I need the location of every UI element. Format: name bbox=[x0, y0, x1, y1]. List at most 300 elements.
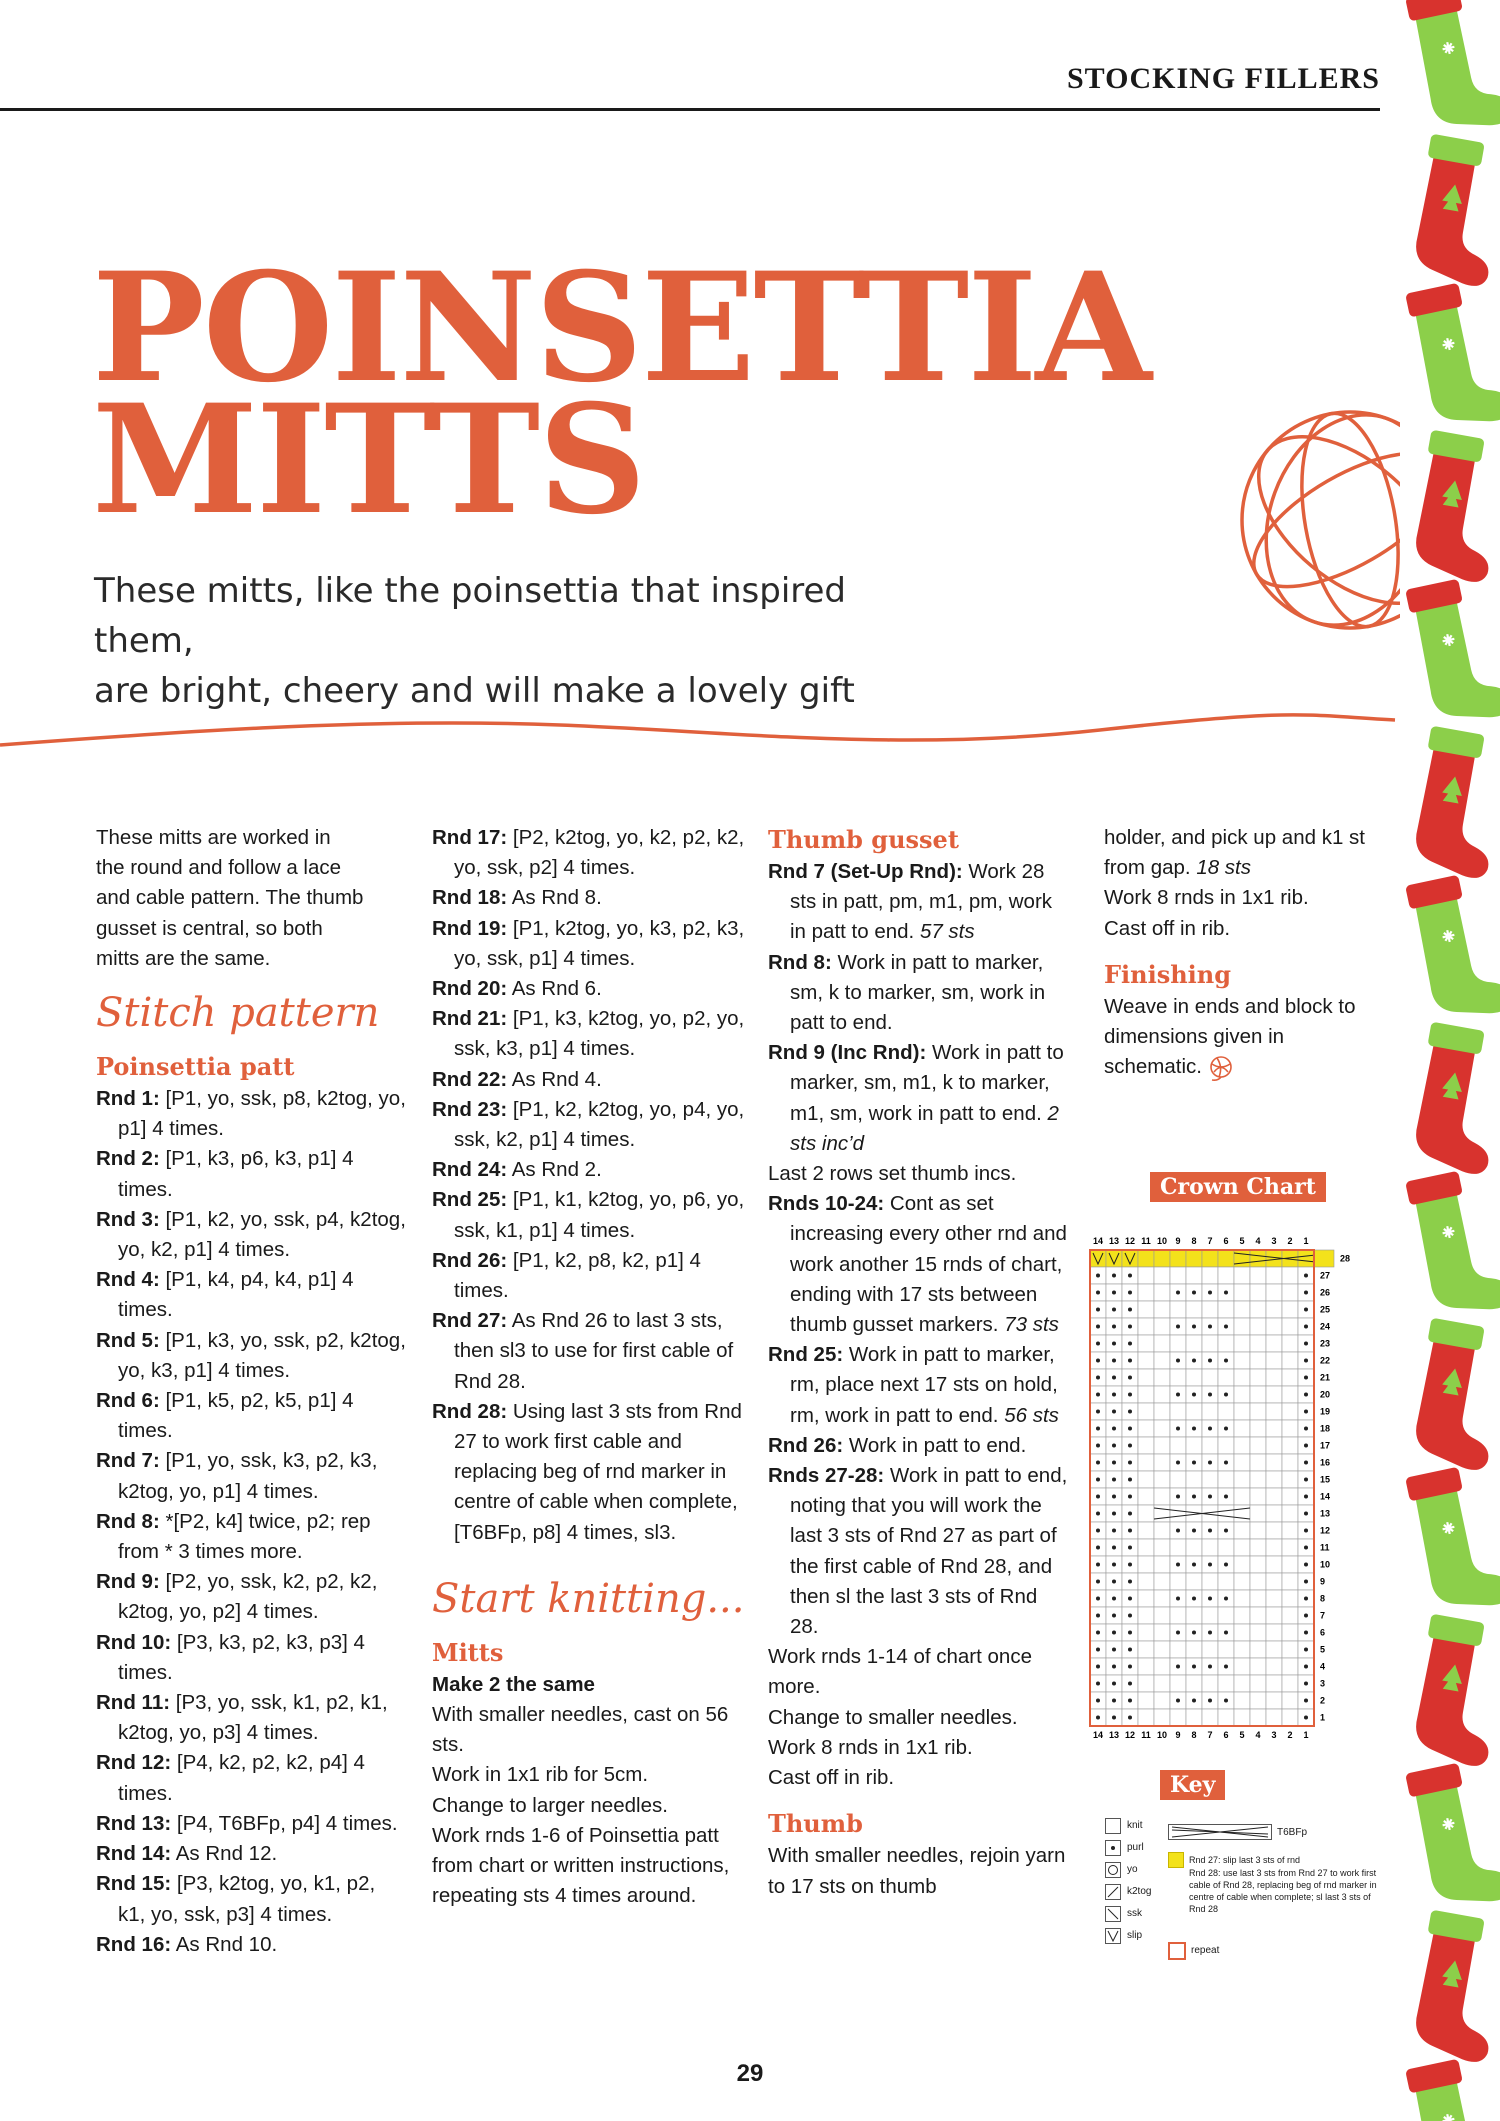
chart-row-label: 15 bbox=[1320, 1474, 1331, 1485]
chart-cell bbox=[1250, 1420, 1266, 1437]
chart-cell bbox=[1250, 1607, 1266, 1624]
chart-cell bbox=[1266, 1590, 1282, 1607]
purl-dot bbox=[1176, 1665, 1180, 1669]
chart-cell bbox=[1250, 1709, 1266, 1726]
chart-cell bbox=[1282, 1403, 1298, 1420]
chart-cell bbox=[1186, 1335, 1202, 1352]
purl-dot bbox=[1128, 1495, 1132, 1499]
purl-dot bbox=[1192, 1291, 1196, 1295]
purl-dot bbox=[1128, 1478, 1132, 1482]
chart-cell bbox=[1266, 1539, 1282, 1556]
chart-cell bbox=[1138, 1556, 1154, 1573]
purl-dot bbox=[1304, 1410, 1308, 1414]
purl-dot bbox=[1304, 1529, 1308, 1533]
finishing-instructions: Weave in ends and block to dimensions given in schematic. bbox=[1104, 992, 1364, 1083]
chart-row-label: 19 bbox=[1320, 1406, 1331, 1417]
chart-col-label: 12 bbox=[1124, 1236, 1136, 1246]
chart-cell bbox=[1282, 1301, 1298, 1318]
purl-dot bbox=[1208, 1427, 1212, 1431]
make-two-note: Make 2 the same bbox=[432, 1672, 595, 1696]
purl-dot bbox=[1096, 1546, 1100, 1550]
chart-cell bbox=[1250, 1437, 1266, 1454]
stitch-pattern-heading: Stitch pattern bbox=[96, 990, 380, 1037]
cast-off: Cast off in rib. bbox=[768, 1766, 895, 1790]
change-needles: Change to smaller needles. bbox=[768, 1705, 1018, 1729]
chart-col-label-bottom: 4 bbox=[1255, 1730, 1261, 1740]
chart-col-label: 7 bbox=[1207, 1236, 1213, 1246]
purl-dot bbox=[1128, 1359, 1132, 1363]
purl-dot bbox=[1224, 1461, 1228, 1465]
title-line-2: MITTS bbox=[92, 372, 645, 548]
column-1 bbox=[96, 823, 406, 1960]
purl-dot bbox=[1112, 1478, 1116, 1482]
chart-row-label: 1 bbox=[1320, 1712, 1326, 1723]
purl-dot bbox=[1304, 1682, 1308, 1686]
purl-dot bbox=[1096, 1597, 1100, 1601]
purl-dot bbox=[1112, 1427, 1116, 1431]
chart-cell bbox=[1154, 1573, 1170, 1590]
purl-dot bbox=[1224, 1529, 1228, 1533]
purl-dot bbox=[1224, 1291, 1228, 1295]
chart-cell bbox=[1266, 1386, 1282, 1403]
purl-dot bbox=[1176, 1325, 1180, 1329]
chart-cell bbox=[1138, 1386, 1154, 1403]
pattern-row-12: Rnd 12: [P4, k2, p2, k2, p4] 4 times. bbox=[96, 1751, 365, 1805]
purl-dot bbox=[1112, 1699, 1116, 1703]
chart-cell bbox=[1234, 1284, 1250, 1301]
purl-dot bbox=[1112, 1614, 1116, 1618]
purl-dot bbox=[1128, 1597, 1132, 1601]
last-2-rows-note: Last 2 rows set thumb incs. bbox=[768, 1162, 1017, 1186]
chart-cell bbox=[1282, 1641, 1298, 1658]
chart-row-label: 3 bbox=[1320, 1678, 1326, 1689]
purl-dot bbox=[1208, 1563, 1212, 1567]
chart-cell bbox=[1282, 1471, 1298, 1488]
purl-dot bbox=[1304, 1478, 1308, 1482]
christmas-stocking-icon bbox=[1407, 726, 1500, 881]
chart-col-label-bottom: 6 bbox=[1223, 1730, 1229, 1740]
purl-dot bbox=[1224, 1495, 1228, 1499]
chart-cell bbox=[1202, 1539, 1218, 1556]
purl-dot bbox=[1096, 1495, 1100, 1499]
purl-dot bbox=[1304, 1359, 1308, 1363]
purl-dot bbox=[1304, 1563, 1308, 1567]
chart-cell bbox=[1266, 1352, 1282, 1369]
chart-row-label: 23 bbox=[1320, 1338, 1331, 1349]
chart-cell bbox=[1186, 1250, 1202, 1267]
rnd-7-setup: Rnd 7 (Set-Up Rnd): Work 28 sts in patt, pm, m1, pm, work in patt to end. 57 sts bbox=[768, 860, 1053, 944]
chart-cell bbox=[1250, 1284, 1266, 1301]
purl-dot bbox=[1304, 1308, 1308, 1312]
purl-dot bbox=[1176, 1563, 1180, 1567]
pattern-row-9: Rnd 9: [P2, yo, ssk, k2, p2, k2, k2tog, yo, p2] 4 times. bbox=[96, 1570, 378, 1624]
chart-col-label: 5 bbox=[1239, 1236, 1245, 1246]
purl-dot bbox=[1128, 1461, 1132, 1465]
k2tog-symbol-icon bbox=[1105, 1884, 1121, 1900]
key-repeat: repeat bbox=[1191, 1945, 1220, 1956]
purl-dot bbox=[1176, 1631, 1180, 1635]
purl-dot bbox=[1112, 1665, 1116, 1669]
chart-cell bbox=[1202, 1471, 1218, 1488]
purl-dot bbox=[1176, 1699, 1180, 1703]
purl-dot bbox=[1112, 1631, 1116, 1635]
header-rule bbox=[0, 108, 1380, 111]
chart-cell bbox=[1282, 1709, 1298, 1726]
chart-cell bbox=[1170, 1403, 1186, 1420]
purl-dot bbox=[1304, 1614, 1308, 1618]
chart-cell bbox=[1250, 1454, 1266, 1471]
chart-cell bbox=[1186, 1607, 1202, 1624]
chart-cell bbox=[1266, 1437, 1282, 1454]
chart-cell bbox=[1154, 1641, 1170, 1658]
purl-dot bbox=[1304, 1376, 1308, 1380]
chart-cell bbox=[1234, 1692, 1250, 1709]
purl-dot bbox=[1176, 1291, 1180, 1295]
purl-dot bbox=[1208, 1291, 1212, 1295]
ssk-symbol-icon bbox=[1105, 1906, 1121, 1922]
key-t6bfp: T6BFp bbox=[1277, 1827, 1308, 1838]
purl-dot bbox=[1208, 1631, 1212, 1635]
purl-dot bbox=[1112, 1410, 1116, 1414]
t6bfp-symbol-icon bbox=[1168, 1824, 1272, 1840]
chart-cell bbox=[1138, 1692, 1154, 1709]
chart-cell bbox=[1298, 1250, 1314, 1267]
purl-dot bbox=[1096, 1291, 1100, 1295]
purl-dot bbox=[1112, 1682, 1116, 1686]
purl-dot bbox=[1208, 1461, 1212, 1465]
chart-cell bbox=[1138, 1641, 1154, 1658]
chart-cell bbox=[1218, 1539, 1234, 1556]
purl-dot bbox=[1112, 1597, 1116, 1601]
chart-cell bbox=[1154, 1335, 1170, 1352]
chart-row-label: 22 bbox=[1320, 1355, 1331, 1366]
chart-row-label: 5 bbox=[1320, 1644, 1326, 1655]
chart-cell bbox=[1218, 1437, 1234, 1454]
chart-cell bbox=[1250, 1403, 1266, 1420]
chart-cell bbox=[1170, 1539, 1186, 1556]
chart-cell bbox=[1250, 1590, 1266, 1607]
purl-dot bbox=[1224, 1563, 1228, 1567]
chart-cell bbox=[1250, 1488, 1266, 1505]
chart-cell bbox=[1138, 1573, 1154, 1590]
purl-dot bbox=[1304, 1342, 1308, 1346]
chart-cell bbox=[1186, 1471, 1202, 1488]
chart-cell bbox=[1234, 1403, 1250, 1420]
purl-dot bbox=[1112, 1359, 1116, 1363]
chart-cell bbox=[1250, 1573, 1266, 1590]
chart-cell bbox=[1138, 1471, 1154, 1488]
chart-cell bbox=[1218, 1709, 1234, 1726]
chart-cell bbox=[1282, 1658, 1298, 1675]
purl-dot bbox=[1128, 1682, 1132, 1686]
chart-cell bbox=[1170, 1709, 1186, 1726]
chart-cell bbox=[1234, 1250, 1250, 1267]
chart-col-label-bottom: 14 bbox=[1092, 1730, 1104, 1740]
chart-col-label-bottom: 8 bbox=[1191, 1730, 1197, 1740]
purl-dot bbox=[1112, 1495, 1116, 1499]
pattern-row-cont-7: Rnd 23: [P1, k2, k2tog, yo, p4, yo, ssk, k2, p1] 4 times. bbox=[432, 1097, 745, 1152]
crown-chart bbox=[1086, 1228, 1416, 1748]
chart-cell bbox=[1218, 1505, 1234, 1522]
chart-cell bbox=[1266, 1522, 1282, 1539]
pattern-row-14: Rnd 14: As Rnd 12. bbox=[96, 1842, 278, 1866]
purl-dot bbox=[1208, 1325, 1212, 1329]
purl-dot bbox=[1304, 1495, 1308, 1499]
chart-row-label: 18 bbox=[1320, 1423, 1331, 1434]
column-3 bbox=[768, 823, 1068, 1902]
chart-cell bbox=[1186, 1539, 1202, 1556]
chart-col-label: 1 bbox=[1303, 1236, 1309, 1246]
chart-cell bbox=[1138, 1607, 1154, 1624]
mitts-step-2: Work in 1x1 rib for 5cm. bbox=[432, 1763, 649, 1787]
purl-dot bbox=[1096, 1699, 1100, 1703]
pattern-row-3: Rnd 3: [P1, k2, yo, ssk, p4, k2tog, yo, k2, p1] 4 times. bbox=[96, 1207, 406, 1262]
rnd-9-inc: Rnd 9 (Inc Rnd): Work in patt to marker, sm, m1, k to marker, m1, sm, work in patt to end. 2 sts inc’d bbox=[768, 1041, 1064, 1155]
purl-dot bbox=[1096, 1716, 1100, 1720]
chart-cell bbox=[1282, 1590, 1298, 1607]
title-line-1: POINSETTIA bbox=[92, 240, 1150, 416]
chart-col-label-bottom: 5 bbox=[1239, 1730, 1245, 1740]
christmas-stocking-icon bbox=[1407, 1318, 1500, 1473]
pattern-row-cont-2: Rnd 18: As Rnd 8. bbox=[432, 886, 602, 910]
chart-cell bbox=[1138, 1624, 1154, 1641]
pattern-row-11: Rnd 11: [P3, yo, ssk, k1, p2, k1, k2tog, yo, p3] 4 times. bbox=[96, 1691, 388, 1745]
chart-cell bbox=[1234, 1573, 1250, 1590]
purl-dot bbox=[1224, 1699, 1228, 1703]
chart-cell bbox=[1202, 1369, 1218, 1386]
purl-dot bbox=[1304, 1461, 1308, 1465]
chart-cell bbox=[1154, 1556, 1170, 1573]
chart-cell bbox=[1202, 1573, 1218, 1590]
chart-cell bbox=[1234, 1658, 1250, 1675]
chart-row-label: 8 bbox=[1320, 1593, 1326, 1604]
slip-symbol-icon bbox=[1105, 1928, 1121, 1944]
chart-cell bbox=[1234, 1335, 1250, 1352]
rnds-10-24: Rnds 10-24: Cont as set increasing every other rnd and work another 15 rnds of chart, ending with 17 sts between thumb gusset markers. 73 sts bbox=[768, 1192, 1067, 1337]
purl-dot bbox=[1112, 1291, 1116, 1295]
chart-cell bbox=[1218, 1403, 1234, 1420]
purl-dot bbox=[1208, 1699, 1212, 1703]
key-purl: purl bbox=[1127, 1842, 1144, 1853]
purl-dot bbox=[1128, 1580, 1132, 1584]
chart-cell bbox=[1250, 1692, 1266, 1709]
chart-cell bbox=[1202, 1267, 1218, 1284]
chart-cell bbox=[1186, 1267, 1202, 1284]
purl-dot bbox=[1304, 1597, 1308, 1601]
knit-symbol-icon bbox=[1105, 1818, 1121, 1834]
purl-dot bbox=[1192, 1665, 1196, 1669]
christmas-stocking-icon bbox=[1405, 1757, 1500, 1913]
chart-cell bbox=[1266, 1267, 1282, 1284]
chart-row-label: 7 bbox=[1320, 1610, 1326, 1621]
purl-dot bbox=[1192, 1563, 1196, 1567]
chart-cell bbox=[1202, 1709, 1218, 1726]
christmas-stocking-border bbox=[1395, 0, 1500, 2121]
chart-cell bbox=[1186, 1301, 1202, 1318]
purl-dot bbox=[1192, 1359, 1196, 1363]
purl-dot bbox=[1304, 1444, 1308, 1448]
chart-cell bbox=[1282, 1318, 1298, 1335]
chart-cell bbox=[1234, 1607, 1250, 1624]
chart-row-label: 6 bbox=[1320, 1627, 1326, 1638]
chart-cell bbox=[1170, 1437, 1186, 1454]
chart-cell bbox=[1266, 1318, 1282, 1335]
purl-dot bbox=[1128, 1427, 1132, 1431]
chart-cell bbox=[1154, 1522, 1170, 1539]
chart-cell bbox=[1266, 1692, 1282, 1709]
chart-col-label: 10 bbox=[1156, 1236, 1168, 1246]
chart-cell bbox=[1234, 1709, 1250, 1726]
chart-cell bbox=[1154, 1403, 1170, 1420]
chart-cell bbox=[1154, 1386, 1170, 1403]
chart-cell bbox=[1202, 1675, 1218, 1692]
crown-chart-title: Crown Chart bbox=[1150, 1172, 1326, 1202]
chart-cell bbox=[1138, 1284, 1154, 1301]
thumb-heading: Thumb bbox=[768, 1809, 863, 1839]
purl-dot bbox=[1192, 1699, 1196, 1703]
chart-cell bbox=[1250, 1301, 1266, 1318]
chart-col-label: 4 bbox=[1255, 1236, 1261, 1246]
key-note-rnd27: Rnd 27: slip last 3 sts of rnd bbox=[1189, 1855, 1301, 1865]
chart-cell bbox=[1154, 1284, 1170, 1301]
pattern-row-7: Rnd 7: [P1, yo, ssk, k3, p2, k3, k2tog, yo, p1] 4 times. bbox=[96, 1449, 378, 1503]
thread-divider bbox=[0, 690, 1400, 760]
purl-dot bbox=[1112, 1308, 1116, 1312]
chart-cell bbox=[1154, 1658, 1170, 1675]
chart-row-label: 9 bbox=[1320, 1576, 1326, 1587]
purl-dot bbox=[1304, 1325, 1308, 1329]
chart-cell bbox=[1234, 1675, 1250, 1692]
chart-cell bbox=[1234, 1488, 1250, 1505]
pattern-rows-list bbox=[96, 1084, 406, 1960]
purl-dot bbox=[1128, 1376, 1132, 1380]
chart-cell bbox=[1186, 1403, 1202, 1420]
chart-cell bbox=[1218, 1335, 1234, 1352]
chart-cell bbox=[1234, 1471, 1250, 1488]
purl-dot bbox=[1176, 1461, 1180, 1465]
christmas-stocking-icon bbox=[1405, 2053, 1500, 2121]
chart-col-label: 13 bbox=[1108, 1236, 1120, 1246]
intro-line-1: These mitts, like the poinsettia that inspired them, bbox=[94, 571, 847, 661]
chart-cell bbox=[1186, 1437, 1202, 1454]
chart-cell bbox=[1186, 1369, 1202, 1386]
chart-cell bbox=[1234, 1624, 1250, 1641]
chart-cell bbox=[1202, 1250, 1218, 1267]
purl-dot bbox=[1192, 1529, 1196, 1533]
purl-dot bbox=[1304, 1393, 1308, 1397]
purl-dot bbox=[1112, 1444, 1116, 1448]
chart-cell bbox=[1154, 1675, 1170, 1692]
chart-col-label-bottom: 2 bbox=[1287, 1730, 1293, 1740]
chart-cell bbox=[1154, 1505, 1170, 1522]
chart-cell bbox=[1250, 1318, 1266, 1335]
thumb-instructions: With smaller needles, rejoin yarn to 17 sts on thumb bbox=[768, 1844, 1066, 1898]
purl-dot bbox=[1192, 1495, 1196, 1499]
chart-cell bbox=[1234, 1454, 1250, 1471]
chart-cell bbox=[1282, 1284, 1298, 1301]
chart-cell bbox=[1170, 1573, 1186, 1590]
purl-dot bbox=[1112, 1529, 1116, 1533]
chart-cell bbox=[1266, 1556, 1282, 1573]
purl-dot bbox=[1192, 1393, 1196, 1397]
chart-cell bbox=[1266, 1641, 1282, 1658]
chart-row-label: 10 bbox=[1320, 1559, 1331, 1570]
purl-dot bbox=[1128, 1716, 1132, 1720]
purl-dot bbox=[1208, 1359, 1212, 1363]
purl-dot bbox=[1304, 1699, 1308, 1703]
chart-row-label: 16 bbox=[1320, 1457, 1331, 1468]
mitts-instructions bbox=[432, 1700, 747, 1911]
key-k2tog: k2tog bbox=[1127, 1886, 1152, 1897]
key-knit: knit bbox=[1127, 1820, 1143, 1831]
purl-dot bbox=[1304, 1427, 1308, 1431]
chart-col-label: 3 bbox=[1271, 1236, 1277, 1246]
chart-cell bbox=[1234, 1369, 1250, 1386]
column-2 bbox=[432, 823, 747, 1912]
thumb-continued: holder, and pick up and k1 st from gap. 18 sts bbox=[1104, 826, 1365, 880]
chart-col-label: 8 bbox=[1191, 1236, 1197, 1246]
purl-dot bbox=[1096, 1648, 1100, 1652]
chart-cell bbox=[1138, 1420, 1154, 1437]
purl-dot bbox=[1128, 1563, 1132, 1567]
purl-dot bbox=[1096, 1580, 1100, 1584]
chart-cell bbox=[1202, 1403, 1218, 1420]
purl-dot bbox=[1128, 1512, 1132, 1516]
chart-cell bbox=[1138, 1675, 1154, 1692]
chart-row-label: 4 bbox=[1320, 1661, 1326, 1672]
key-yo: yo bbox=[1127, 1864, 1138, 1875]
purl-dot bbox=[1096, 1410, 1100, 1414]
pattern-row-4: Rnd 4: [P1, k4, p4, k4, p1] 4 times. bbox=[96, 1268, 354, 1322]
page-title bbox=[92, 240, 1150, 548]
purl-dot bbox=[1128, 1291, 1132, 1295]
purl-dot bbox=[1128, 1614, 1132, 1618]
mitts-step-3: Change to larger needles. bbox=[432, 1793, 668, 1817]
purl-dot bbox=[1128, 1342, 1132, 1346]
purl-dot bbox=[1224, 1631, 1228, 1635]
chart-cell bbox=[1250, 1471, 1266, 1488]
chart-cell bbox=[1138, 1658, 1154, 1675]
chart-col-label: 2 bbox=[1287, 1236, 1293, 1246]
purl-dot bbox=[1128, 1444, 1132, 1448]
chart-cell bbox=[1282, 1420, 1298, 1437]
chart-cell bbox=[1282, 1267, 1298, 1284]
chart-cell bbox=[1154, 1267, 1170, 1284]
chart-cell bbox=[1234, 1267, 1250, 1284]
chart-cell bbox=[1202, 1641, 1218, 1658]
chart-cell bbox=[1234, 1505, 1250, 1522]
column-4 bbox=[1104, 823, 1404, 1082]
chart-cell bbox=[1234, 1386, 1250, 1403]
chart-row-label: 13 bbox=[1320, 1508, 1331, 1519]
purl-dot bbox=[1176, 1597, 1180, 1601]
purl-dot bbox=[1128, 1410, 1132, 1414]
chart-cell bbox=[1138, 1454, 1154, 1471]
purl-dot bbox=[1128, 1393, 1132, 1397]
chart-cell bbox=[1282, 1488, 1298, 1505]
intro-line-2: are bright, cheery and will make a lovely gift bbox=[94, 671, 855, 711]
purl-dot bbox=[1112, 1376, 1116, 1380]
pattern-row-cont-10: Rnd 26: [P1, k2, p8, k2, p1] 4 times. bbox=[432, 1248, 701, 1303]
chart-cell bbox=[1234, 1420, 1250, 1437]
christmas-stocking-icon bbox=[1407, 1022, 1500, 1177]
chart-cell bbox=[1218, 1471, 1234, 1488]
pattern-rows-list-continued bbox=[432, 823, 747, 1548]
purl-dot bbox=[1176, 1427, 1180, 1431]
purl-dot bbox=[1096, 1665, 1100, 1669]
pattern-row-16: Rnd 16: As Rnd 10. bbox=[96, 1932, 278, 1956]
chart-cell bbox=[1154, 1318, 1170, 1335]
